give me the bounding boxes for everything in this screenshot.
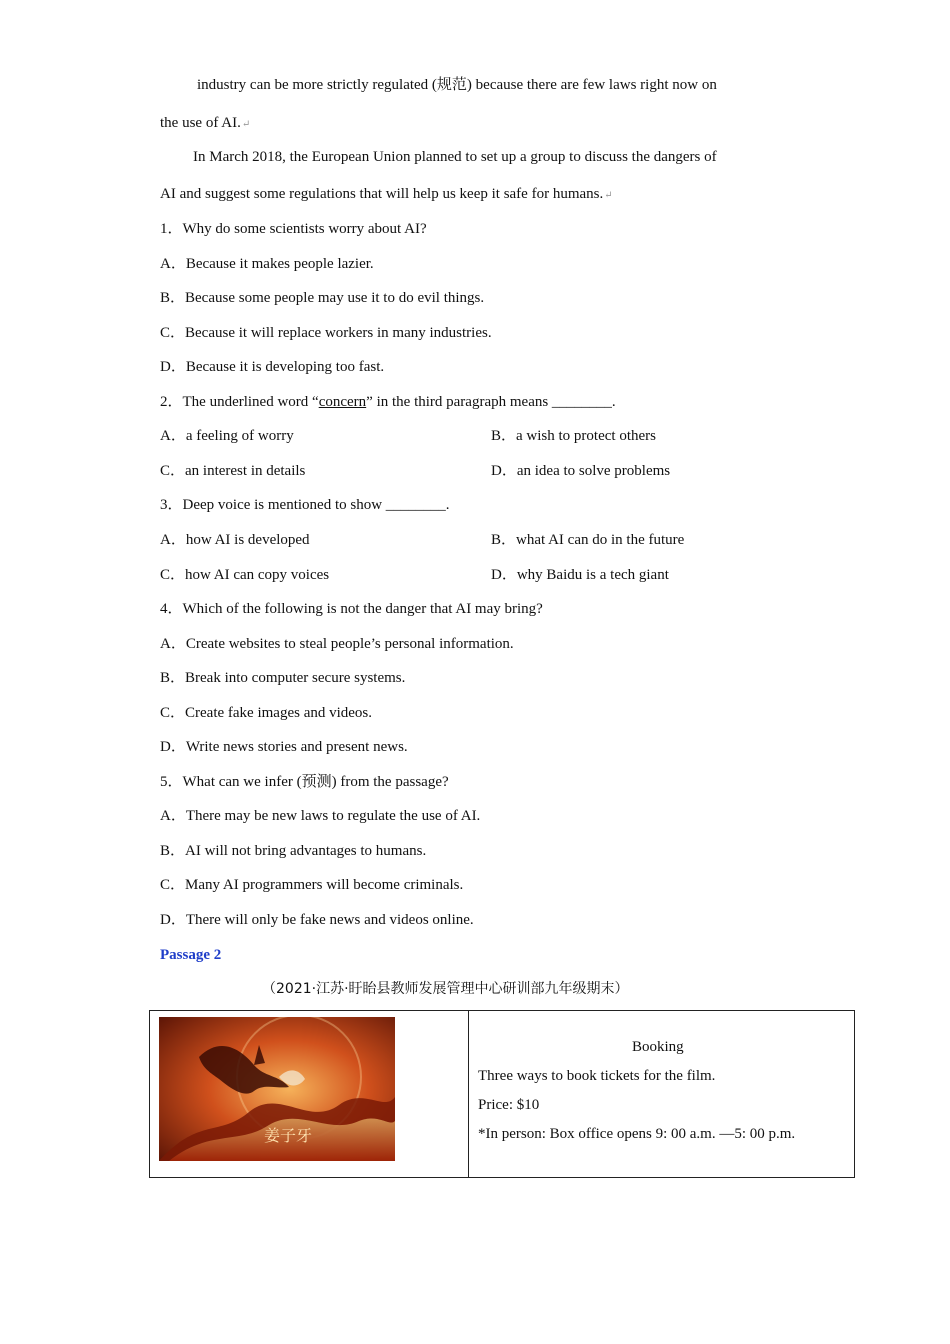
paragraph-mark: ↵ [604,190,613,201]
question-text: 5．What can we infer (预测) from the passage? [160,774,449,790]
paragraph-line [197,76,717,94]
question-option [160,704,372,722]
option-text: A．how AI is developed [160,532,310,548]
passage-source: （2021·江苏·盱眙县教师发展管理中心研训部九年级期末） [262,981,629,997]
paragraph-text: industry can be more strictly regulated (规范) because there are few laws right now on [197,77,717,93]
question-option [491,566,669,584]
option-text: C．Many AI programmers will become criminals. [160,877,464,893]
option-text: B．Because some people may use it to do evil things. [160,290,485,306]
option-text: B．Break into computer secure systems. [160,670,406,686]
question-option [160,531,310,549]
question-option [160,566,329,584]
passage-heading: Passage 2 [160,947,222,963]
option-text: C．an interest in details [160,463,306,479]
option-text: D．Write news stories and present news. [160,739,408,755]
option-text: C．Create fake images and videos. [160,705,373,721]
film-poster-image [159,1017,395,1161]
option-text: B．what AI can do in the future [491,532,685,548]
question-option [491,427,656,445]
question-option [160,358,384,376]
question-stem [160,220,427,238]
option-text: B．AI will not bring advantages to humans. [160,843,427,859]
underlined-word: concern [318,394,367,410]
paragraph-mark: ↵ [241,119,251,130]
question-option [491,531,684,549]
option-text: A．There may be new laws to regulate the use of AI. [160,808,481,824]
question-text: 3．Deep voice is mentioned to show ________. [160,497,450,513]
paragraph-line [160,185,613,205]
paragraph-text: the use of AI. [160,115,241,131]
question-option [160,669,405,687]
option-text: D．an idea to solve problems [491,463,671,479]
poster-title: 姜子牙 [264,1126,313,1145]
question-option [160,911,474,929]
question-stem [160,496,450,514]
option-text: B．a wish to protect others [491,428,656,444]
question-option [160,255,374,273]
booking-price: Price: $10 [478,1097,540,1113]
paragraph-text: In March 2018, the European Union planned to set up a group to discuss the dangers of [193,149,717,165]
question-stem [160,600,543,618]
question-option [160,289,484,307]
option-text: A．Because it makes people lazier. [160,256,374,272]
option-text: D．There will only be fake news and videos online. [160,912,474,928]
question-option [160,635,514,653]
question-option [160,324,492,342]
option-text: A．a feeling of worry [160,428,294,444]
question-stem [160,393,616,411]
option-text: D．Because it is developing too fast. [160,359,385,375]
question-option [491,462,670,480]
paragraph-line [193,148,717,166]
question-text: 1．Why do some scientists worry about AI? [160,221,427,237]
question-option [160,738,408,756]
booking-line: Three ways to book tickets for the film. [478,1068,716,1084]
paragraph-text: AI and suggest some regulations that will help us keep it safe for humans. [160,186,604,202]
question-text: 2．The underlined word “ [160,394,319,410]
question-option [160,876,463,894]
option-text: A．Create websites to steal people’s personal information. [160,636,514,652]
option-text: C．Because it will replace workers in many industries. [160,325,492,341]
booking-cell [469,1011,855,1178]
option-text: D．why Baidu is a tech giant [491,567,669,583]
question-option [160,807,480,825]
option-text: C．how AI can copy voices [160,567,330,583]
question-text: 4．Which of the following is not the danger that AI may bring? [160,601,543,617]
question-option [160,427,294,445]
question-text: ” in the third paragraph means ________. [366,394,616,410]
booking-title: Booking [632,1039,684,1055]
poster-artwork [159,1017,395,1161]
question-option [160,462,305,480]
question-option [160,842,426,860]
question-stem [160,773,449,791]
paragraph-line [160,114,250,134]
booking-in-person: *In person: Box office opens 9: 00 a.m. —5: 00 p.m. [478,1126,796,1142]
